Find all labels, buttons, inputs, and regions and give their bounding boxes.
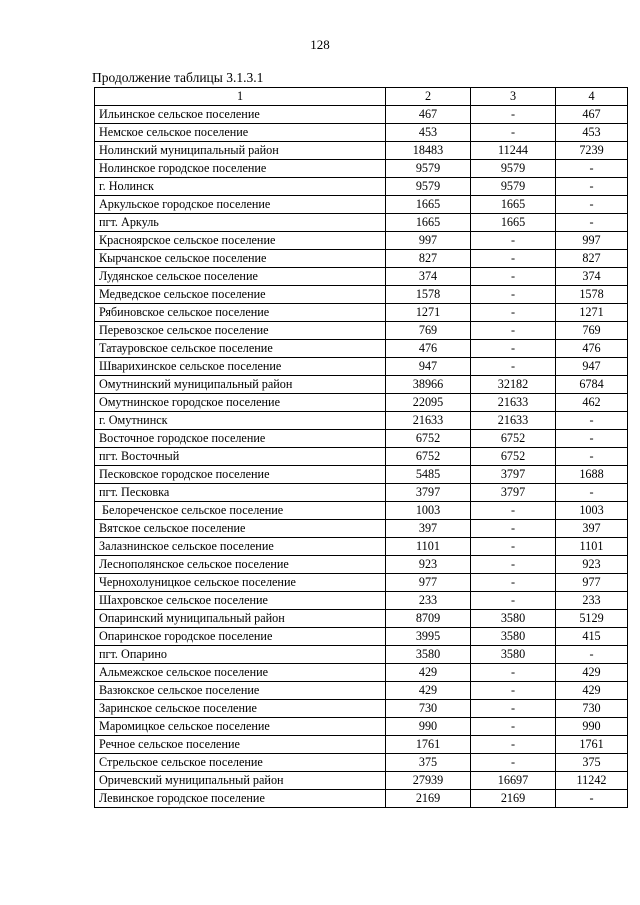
col4-value-cell: 1688 [556,466,628,484]
table-row [95,466,628,484]
territory-name-cell: Залазнинское сельское поселение [95,538,386,556]
col4-value-cell: 7239 [556,142,628,160]
territory-name-cell: Ильинское сельское поселение [95,106,386,124]
col3-value-cell: - [471,736,556,754]
header-cell-4: 4 [556,88,628,106]
col2-value-cell: 374 [386,268,471,286]
col3-value-cell: 21633 [471,394,556,412]
territory-name-cell: Заринское сельское поселение [95,700,386,718]
col2-value-cell: 9579 [386,178,471,196]
col2-value-cell: 1665 [386,196,471,214]
table-row [95,376,628,394]
table-row [95,142,628,160]
col4-value-cell: 947 [556,358,628,376]
col2-value-cell: 453 [386,124,471,142]
col3-value-cell: - [471,682,556,700]
col4-value-cell: 769 [556,322,628,340]
col3-value-cell: 3580 [471,610,556,628]
col4-value-cell: 1578 [556,286,628,304]
table-row [95,412,628,430]
territory-name-cell: Аркульское городское поселение [95,196,386,214]
col4-value-cell: 429 [556,664,628,682]
table-row [95,178,628,196]
col4-value-cell: - [556,160,628,178]
col4-value-cell: - [556,178,628,196]
table-row [95,340,628,358]
territory-name-cell: Вазюкское сельское поселение [95,682,386,700]
table-row [95,160,628,178]
col2-value-cell: 1578 [386,286,471,304]
col3-value-cell: - [471,574,556,592]
col2-value-cell: 3580 [386,646,471,664]
territory-name-cell: Вятское сельское поселение [95,520,386,538]
col2-value-cell: 990 [386,718,471,736]
col4-value-cell: 415 [556,628,628,646]
territory-name-cell: Леснополянское сельское поселение [95,556,386,574]
header-cell-3: 3 [471,88,556,106]
table-row [95,646,628,664]
col4-value-cell: - [556,448,628,466]
col2-value-cell: 27939 [386,772,471,790]
col2-value-cell: 3797 [386,484,471,502]
table-row [95,628,628,646]
col4-value-cell: 990 [556,718,628,736]
col3-value-cell: - [471,538,556,556]
table-row [95,718,628,736]
col2-value-cell: 2169 [386,790,471,808]
table-row [95,754,628,772]
col3-value-cell: 6752 [471,430,556,448]
table-row [95,286,628,304]
territory-name-cell: Белореченское сельское поселение [95,502,386,520]
col3-value-cell: - [471,718,556,736]
col2-value-cell: 397 [386,520,471,538]
territory-name-cell: Опаринское городское поселение [95,628,386,646]
table-row [95,484,628,502]
territory-name-cell: Омутнинский муниципальный район [95,376,386,394]
col3-value-cell: 3580 [471,628,556,646]
table-row [95,268,628,286]
col3-value-cell: 3797 [471,484,556,502]
col4-value-cell: 997 [556,232,628,250]
col2-value-cell: 1271 [386,304,471,322]
table-row [95,196,628,214]
page-number: 128 [310,37,330,52]
territory-name-cell: Красноярское сельское поселение [95,232,386,250]
col3-value-cell: - [471,754,556,772]
territory-name-cell: Перевозское сельское поселение [95,322,386,340]
col3-value-cell: 9579 [471,178,556,196]
territory-name-cell: Рябиновское сельское поселение [95,304,386,322]
table-row [95,448,628,466]
col3-value-cell: - [471,106,556,124]
table-row [95,556,628,574]
territory-name-cell: Стрельское сельское поселение [95,754,386,772]
table-row [95,592,628,610]
col2-value-cell: 6752 [386,448,471,466]
col3-value-cell: 1665 [471,214,556,232]
table-row [95,304,628,322]
col3-value-cell: - [471,250,556,268]
col4-value-cell: - [556,484,628,502]
territory-name-cell: Немское сельское поселение [95,124,386,142]
table-row [95,538,628,556]
territory-name-cell: Шварихинское сельское поселение [95,358,386,376]
col4-value-cell: 1101 [556,538,628,556]
table-row [95,394,628,412]
col2-value-cell: 1101 [386,538,471,556]
table-row [95,772,628,790]
col2-value-cell: 22095 [386,394,471,412]
col2-value-cell: 233 [386,592,471,610]
col4-value-cell: 429 [556,682,628,700]
territory-name-cell: Левинское городское поселение [95,790,386,808]
territory-name-cell: Нолинское городское поселение [95,160,386,178]
col3-value-cell: 3580 [471,646,556,664]
col2-value-cell: 429 [386,682,471,700]
col3-value-cell: - [471,304,556,322]
col3-value-cell: - [471,664,556,682]
table-row [95,682,628,700]
territory-name-cell: пгт. Опарино [95,646,386,664]
col2-value-cell: 6752 [386,430,471,448]
col3-value-cell: - [471,700,556,718]
col3-value-cell: 32182 [471,376,556,394]
col3-value-cell: - [471,124,556,142]
col2-value-cell: 467 [386,106,471,124]
col3-value-cell: - [471,592,556,610]
col4-value-cell: - [556,412,628,430]
col4-value-cell: 1003 [556,502,628,520]
territory-name-cell: г. Нолинск [95,178,386,196]
col4-value-cell: 476 [556,340,628,358]
col2-value-cell: 923 [386,556,471,574]
col4-value-cell: 453 [556,124,628,142]
table-caption: Продолжение таблицы 3.1.3.1 [92,70,264,85]
col2-value-cell: 827 [386,250,471,268]
col4-value-cell: 375 [556,754,628,772]
col3-value-cell: - [471,322,556,340]
col4-value-cell: 827 [556,250,628,268]
col3-value-cell: 9579 [471,160,556,178]
col3-value-cell: - [471,520,556,538]
table-row [95,520,628,538]
territory-name-cell: пгт. Песковка [95,484,386,502]
col4-value-cell: 11242 [556,772,628,790]
table-row [95,502,628,520]
col3-value-cell: 21633 [471,412,556,430]
col2-value-cell: 38966 [386,376,471,394]
col4-value-cell: 397 [556,520,628,538]
col2-value-cell: 8709 [386,610,471,628]
col3-value-cell: 1665 [471,196,556,214]
territory-name-cell: Альмежское сельское поселение [95,664,386,682]
col4-value-cell: 233 [556,592,628,610]
table-row [95,124,628,142]
table-row [95,232,628,250]
col4-value-cell: - [556,790,628,808]
col2-value-cell: 769 [386,322,471,340]
col4-value-cell: 730 [556,700,628,718]
col2-value-cell: 1003 [386,502,471,520]
territory-name-cell: Медведское сельское поселение [95,286,386,304]
territory-name-cell: Опаринский муниципальный район [95,610,386,628]
col4-value-cell: 5129 [556,610,628,628]
territory-name-cell: Чернохолуницкое сельское поселение [95,574,386,592]
territory-name-cell: Восточное городское поселение [95,430,386,448]
col2-value-cell: 977 [386,574,471,592]
col4-value-cell: - [556,214,628,232]
col4-value-cell: 1271 [556,304,628,322]
col4-value-cell: - [556,646,628,664]
col2-value-cell: 9579 [386,160,471,178]
table-header-row [95,88,628,106]
territory-name-cell: Песковское городское поселение [95,466,386,484]
territory-name-cell: Маромицкое сельское поселение [95,718,386,736]
col3-value-cell: - [471,556,556,574]
table-row [95,736,628,754]
header-cell-1: 1 [95,88,386,106]
territory-name-cell: пгт. Аркуль [95,214,386,232]
col3-value-cell: - [471,502,556,520]
col2-value-cell: 1665 [386,214,471,232]
col4-value-cell: - [556,196,628,214]
header-cell-2: 2 [386,88,471,106]
col2-value-cell: 5485 [386,466,471,484]
territory-name-cell: Кырчанское сельское поселение [95,250,386,268]
col4-value-cell: 977 [556,574,628,592]
col3-value-cell: 3797 [471,466,556,484]
col4-value-cell: - [556,430,628,448]
table-row [95,790,628,808]
col2-value-cell: 947 [386,358,471,376]
table-row [95,430,628,448]
col2-value-cell: 429 [386,664,471,682]
data-table [94,87,628,808]
col3-value-cell: - [471,232,556,250]
table-row [95,106,628,124]
table-row [95,700,628,718]
col2-value-cell: 18483 [386,142,471,160]
col3-value-cell: - [471,340,556,358]
col4-value-cell: 467 [556,106,628,124]
col2-value-cell: 476 [386,340,471,358]
col4-value-cell: 923 [556,556,628,574]
col4-value-cell: 1761 [556,736,628,754]
col3-value-cell: 2169 [471,790,556,808]
territory-name-cell: Оричевский муниципальный район [95,772,386,790]
col3-value-cell: 16697 [471,772,556,790]
territory-name-cell: г. Омутнинск [95,412,386,430]
territory-name-cell: пгт. Восточный [95,448,386,466]
table-row [95,574,628,592]
table-row [95,358,628,376]
territory-name-cell: Шахровское сельское поселение [95,592,386,610]
territory-name-cell: Татауровское сельское поселение [95,340,386,358]
territory-name-cell: Речное сельское поселение [95,736,386,754]
table-row [95,322,628,340]
territory-name-cell: Омутнинское городское поселение [95,394,386,412]
table-row [95,214,628,232]
col3-value-cell: 11244 [471,142,556,160]
table-row [95,664,628,682]
col2-value-cell: 375 [386,754,471,772]
col2-value-cell: 1761 [386,736,471,754]
col2-value-cell: 730 [386,700,471,718]
col2-value-cell: 997 [386,232,471,250]
col4-value-cell: 6784 [556,376,628,394]
table-row [95,610,628,628]
col2-value-cell: 21633 [386,412,471,430]
col3-value-cell: - [471,358,556,376]
table-row [95,250,628,268]
col4-value-cell: 462 [556,394,628,412]
col3-value-cell: - [471,268,556,286]
col4-value-cell: 374 [556,268,628,286]
col3-value-cell: 6752 [471,448,556,466]
territory-name-cell: Нолинский муниципальный район [95,142,386,160]
col2-value-cell: 3995 [386,628,471,646]
territory-name-cell: Лудянское сельское поселение [95,268,386,286]
col3-value-cell: - [471,286,556,304]
